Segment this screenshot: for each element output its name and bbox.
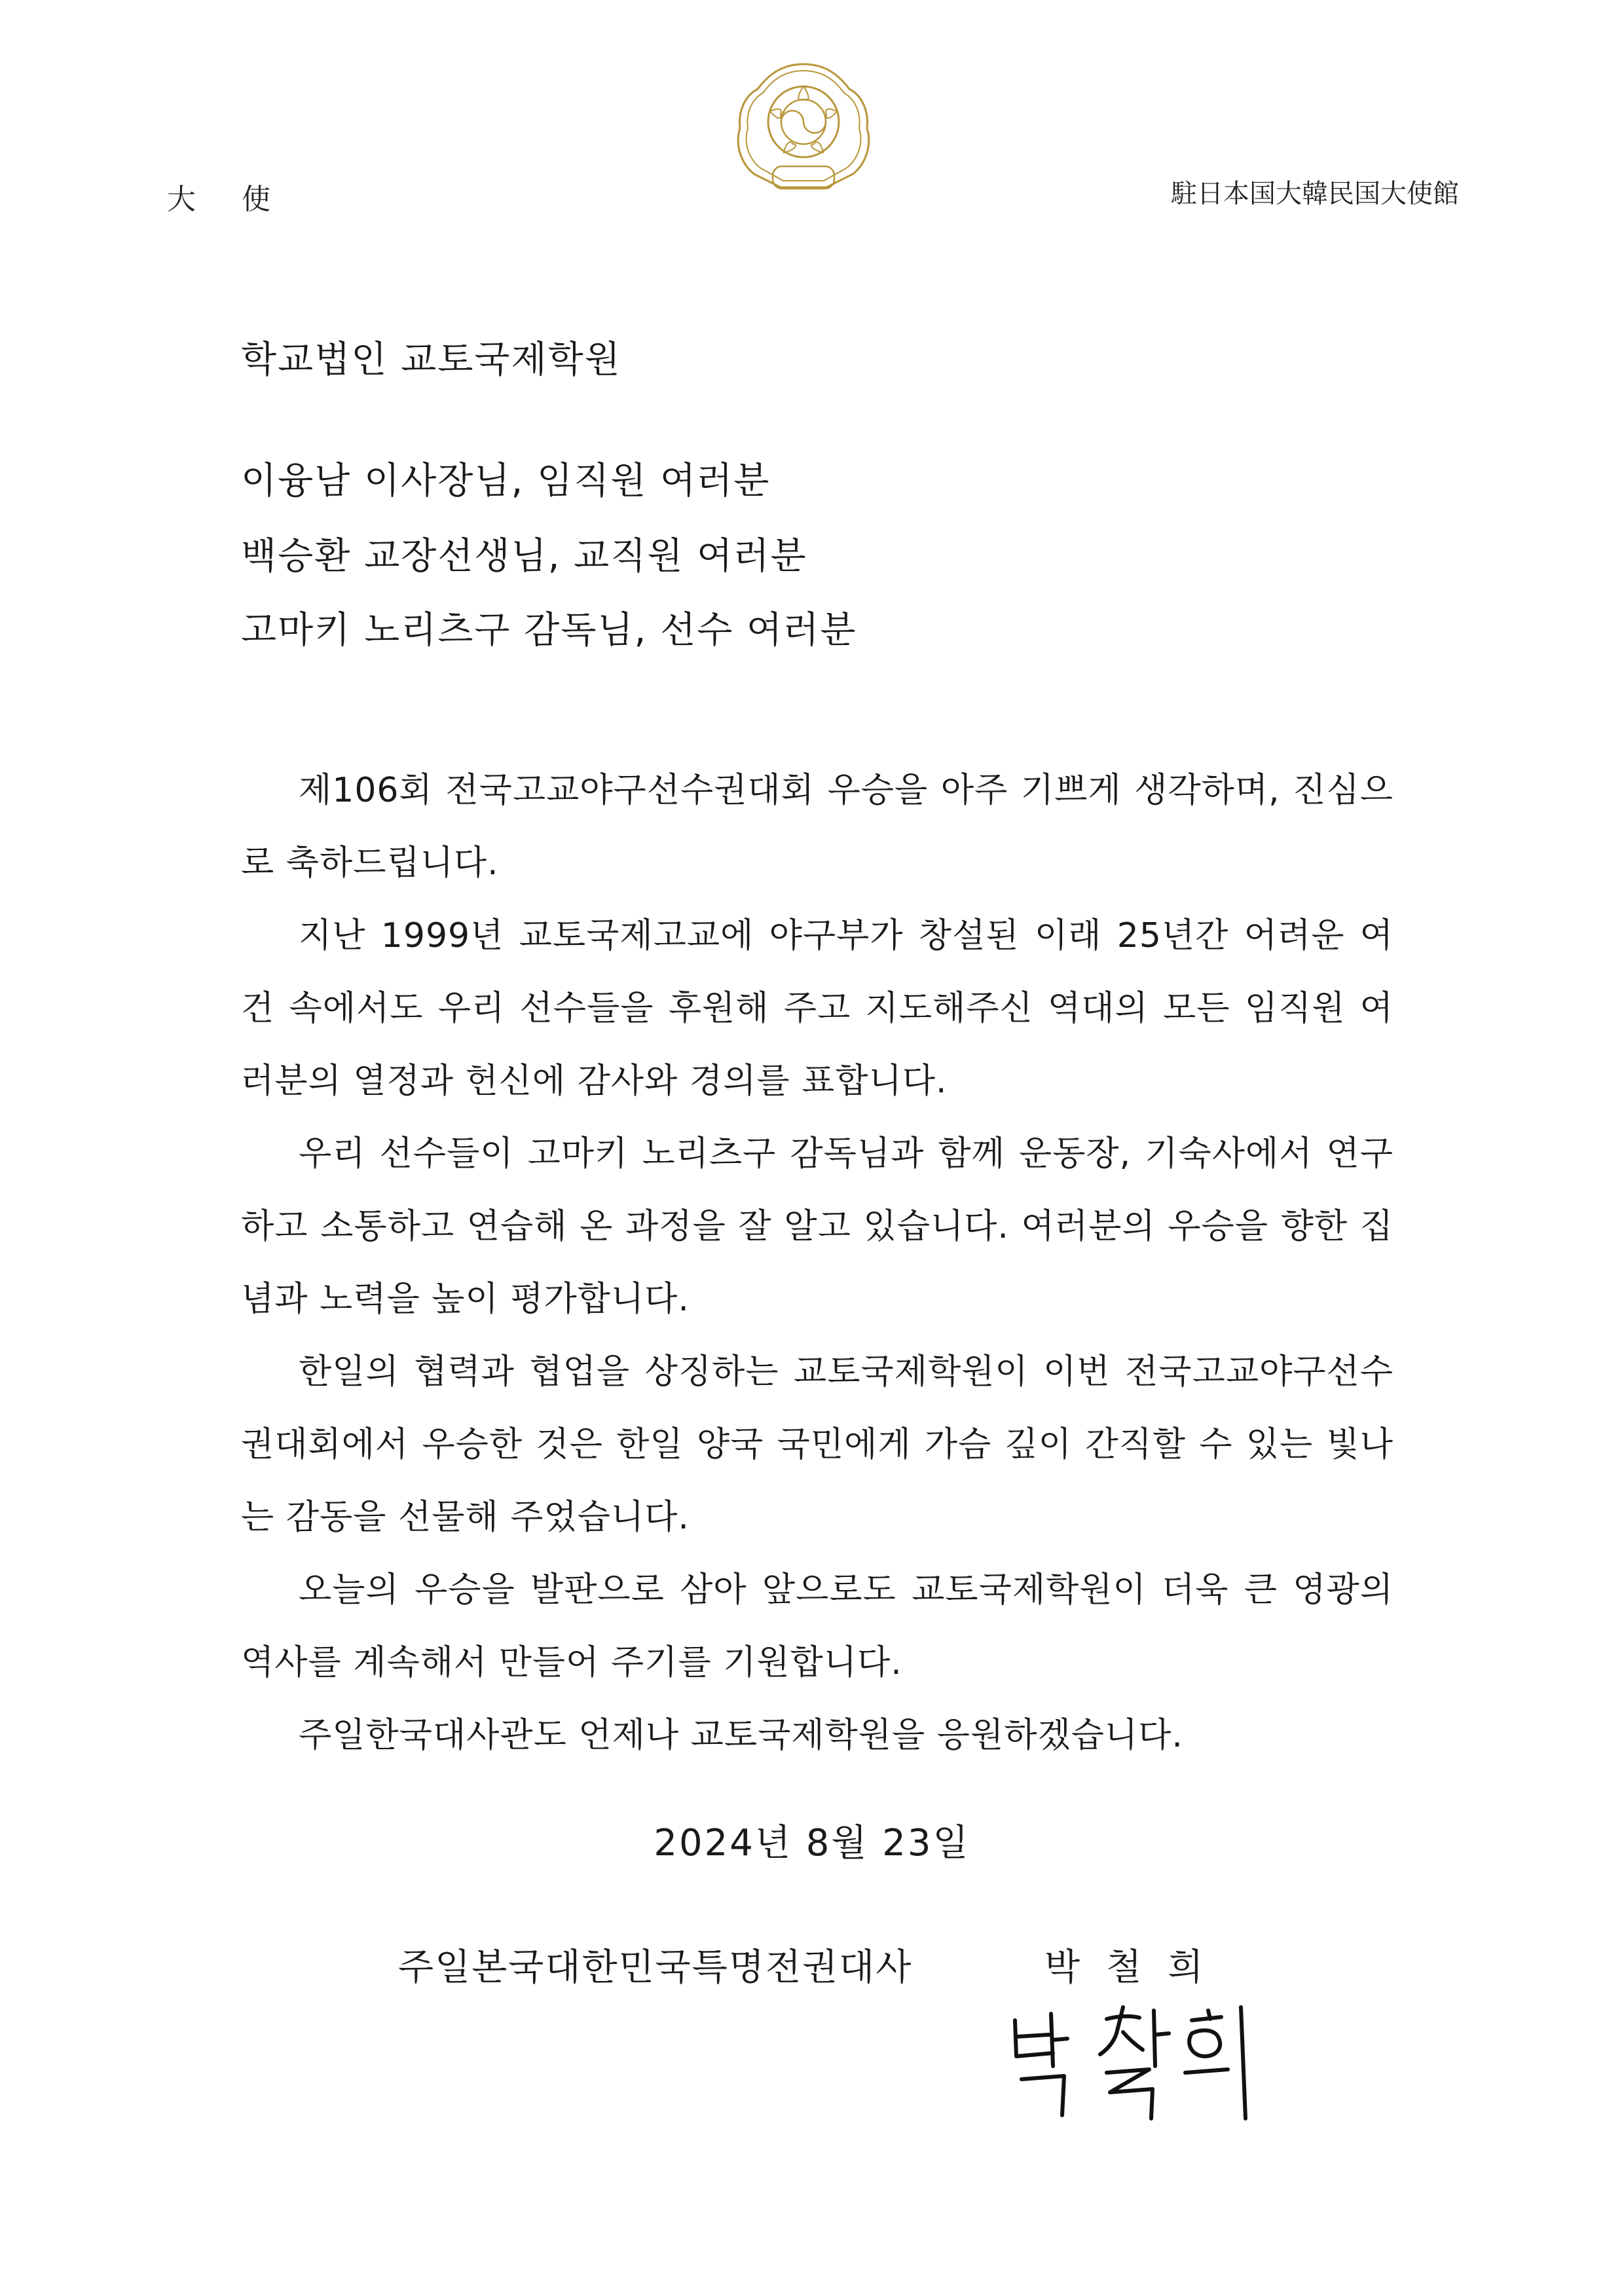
body-paragraph: 주일한국대사관도 언제나 교토국제학원을 응원하겠습니다. [299,1716,1183,1755]
body-paragraph: 한일의 협력과 협업을 상징하는 교토국제학원이 이번 전국고교야구선수권대회에서 우승한 것은 한일 양국 국민에게 가슴 깊이 간직할 수 있는 빛나는 감동을 선물해 주었습니다. [241,1352,1393,1537]
body-paragraph: 지난 1999년 교토국제고교에 야구부가 창설된 이래 25년간 어려운 여건 속에서도 우리 선수들을 후원해 주고 지도해주신 역대의 모든 임직원 여러분의 열정과 헌신에 감사와 경의를 표합니다. [241,916,1393,1101]
body-paragraph: 오늘의 우승을 발판으로 삼아 앞으로도 교토국제학원이 더욱 큰 영광의 역사를 계속해서 만들어 주기를 기원합니다. [241,1570,1393,1682]
body-paragraph: 우리 선수들이 고마키 노리츠구 감독님과 함께 운동장, 기숙사에서 연구하고 소통하고 연습해 온 과정을 잘 알고 있습니다. 여러분의 우승을 향한 집념과 노력을 높이 평가합니다. [241,1134,1393,1319]
recipient-line-principal: 백승환 교장선생님, 교직원 여러분 [241,535,807,578]
recipient-line-chairman: 이융남 이사장님, 임직원 여러분 [241,460,771,502]
letter-date: 2024년 8월 23일 [654,1822,970,1864]
sender-title: 주일본국대한민국특명전권대사 [398,1946,913,1989]
sender-name: 박철희 [1044,1946,1230,1989]
letterhead-left-title: 大使 [167,183,316,216]
handwritten-signature [1002,1994,1290,2125]
recipient-line-coach: 고마키 노리츠구 감독님, 선수 여러분 [241,609,857,652]
body-paragraph: 제106회 전국고교야구선수권대회 우승을 아주 기쁘게 생각하며, 진심으로 축하드립니다. [241,771,1393,883]
national-emblem-icon [728,56,879,207]
recipient-school: 학교법인 교토국제학원 [241,339,621,381]
letter-body [241,754,1393,1772]
letterhead-right-title: 駐日本国大韓民国大使館 [1171,179,1459,209]
